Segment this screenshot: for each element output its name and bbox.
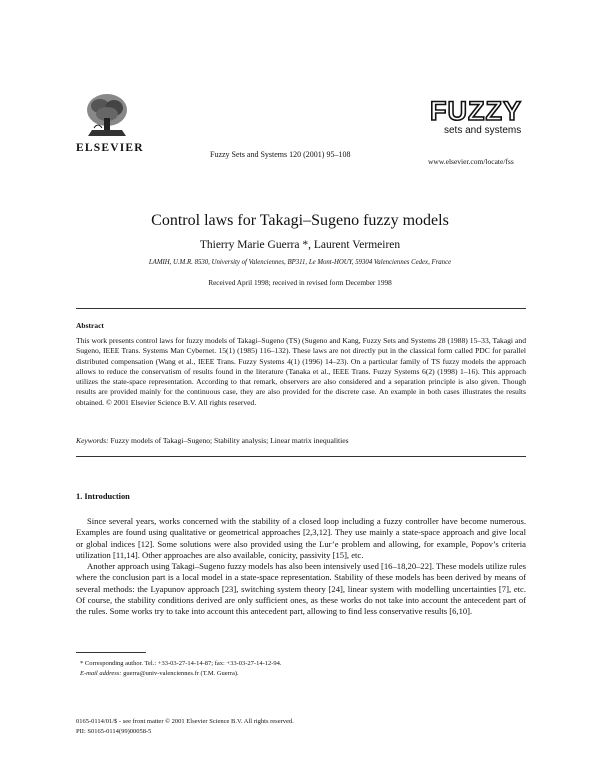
introduction-paragraph-1: Since several years, works concerned with the stability of a closed loop including a fuzzy controller have become numerous. Examples are found using qualitative or geometrical approaches [2,3,12]. They use mainly a state-space approach and give local or global indices [12]. Some solutions were also provided using the Lur’e problem and allowing, for example, Popov’s criteria utilization [11,14]. Other approaches are also available, conicity, passivity [15], etc. [76, 516, 526, 560]
front-matter [76, 717, 526, 736]
introduction-body [76, 516, 526, 617]
keywords-line [76, 436, 526, 445]
journal-logo-sub: sets and systems [444, 125, 522, 136]
keywords-text: Fuzzy models of Takagi–Sugeno; Stability analysis; Linear matrix inequalities [110, 436, 349, 445]
received-dates: Received April 1998; received in revised form December 1998 [208, 278, 392, 287]
publisher-name: ELSEVIER [76, 142, 144, 154]
abstract-bottom-rule [76, 456, 526, 457]
keywords-label: Keywords: [76, 436, 109, 445]
email-address[interactable]: guerra@univ-valenciennes.fr (T.M. Guerra). [123, 669, 239, 677]
article-authors: Thierry Marie Guerra *, Laurent Vermeiren [199, 239, 401, 251]
abstract-heading: Abstract [76, 321, 104, 330]
section-heading-introduction: 1. Introduction [76, 492, 130, 501]
email-label: E-mail address: [80, 669, 122, 677]
introduction-paragraph-2: Another approach using Takagi–Sugeno fuzzy models has also been intensively used [16–18,20–22]. These models utilize rules where the conclusion part is a local model in a state-space representation. Stability of these models has been derived by means of several methods: the Lyapunov approach [23], switching system theory [24], linear system with modelling uncertainties [7], etc. Of course, the stability conditions derived are only sufficient ones, as these works do not take into account the antecedent part of the rules. Some works try to take into account this antecedent part, allowing to find less conservative results [6,10]. [76, 561, 526, 616]
abstract-text: This work presents control laws for fuzzy models of Takagi–Sugeno (TS) (Sugeno and Kang, Fuzzy Sets and Systems 28 (1988) 15–33, Takagi and Sugeno, IEEE Trans. Systems Man Cybernet. 15(1) (1985) 116–132). These laws are not directly put in the classical form called PDC for parallel distributed compensation (Wang et al., IEEE Trans. Fuzzy Systems 4(1) (1996) 14–23). On a particular family of TS fuzzy models the approach allows to reduce the conservatism of results found in the literature (Tanaka et al., IEEE Trans. Fuzzy Systems 6(2) (1998) 1–16). This approach utilizes the state-space representation. According to that remark, observers are also considered and a separation principle is also given. Though results are provided mainly for the continuous case, they are also provided for the discrete case. An example in both cases illustrates the results obtained. © 2001 Elsevier Science B.V. All rights reserved. [76, 336, 526, 407]
author-affiliation: LAMIH, U.M.R. 8530, University of Valenciennes, BP311, Le Mont-HOUY, 59304 Valenciennes Cedex, France [148, 259, 452, 266]
issn-line: 0165-0114/01/$ - see front matter © 2001 Elsevier Science B.V. All rights reserved. [76, 718, 294, 725]
journal-logo [430, 96, 530, 140]
abstract-top-rule [76, 308, 526, 309]
journal-url[interactable]: www.elsevier.com/locate/fss [428, 157, 514, 166]
journal-citation: Fuzzy Sets and Systems 120 (2001) 95–108 [210, 150, 351, 159]
footnote [76, 659, 526, 678]
footnote-rule [76, 652, 146, 653]
elsevier-tree-icon [82, 92, 132, 138]
email-note [76, 669, 526, 679]
journal-logo-main: FUZZY [430, 96, 522, 126]
pii-line: PII: S0165-0114(99)00058-5 [76, 727, 152, 735]
article-title: Control laws for Takagi–Sugeno fuzzy models [151, 212, 449, 229]
corresponding-author-note: * Corresponding author. Tel.: +33-03-27-14-14-87; fax: +33-03-27-14-12-94. [80, 660, 282, 667]
